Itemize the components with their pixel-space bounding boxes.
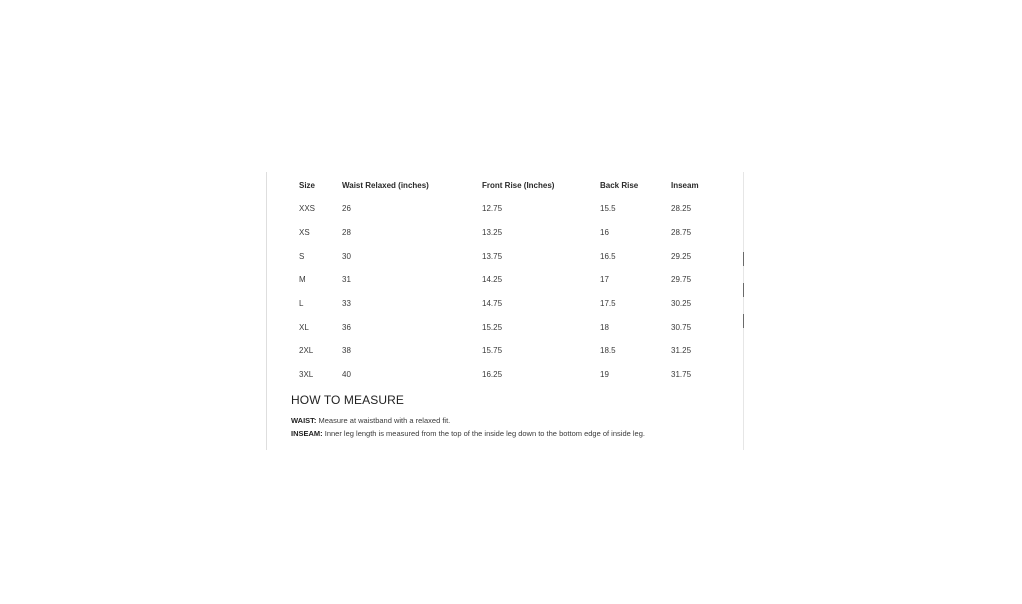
cell-front-rise: 15.25 (482, 322, 503, 332)
waist-instruction (291, 416, 450, 425)
cell-back-rise: 18 (600, 322, 609, 332)
inseam-instruction (291, 429, 645, 438)
cell-inseam: 29.75 (671, 275, 692, 285)
table-row (291, 292, 731, 316)
inseam-text: Inner leg length is measured from the top of the inside leg down to the bottom edge of inside leg. (322, 429, 645, 438)
how-to-measure-title: HOW TO MEASURE (291, 393, 404, 407)
scroll-indicator (743, 314, 744, 328)
cell-inseam: 28.75 (671, 228, 692, 238)
table-row (291, 244, 731, 268)
header-inseam: Inseam (671, 181, 699, 190)
table-row (291, 197, 731, 221)
cell-waist: 30 (342, 251, 351, 261)
cell-waist: 28 (342, 228, 351, 238)
cell-size: S (299, 251, 305, 261)
table-row (291, 315, 731, 339)
cell-back-rise: 16 (600, 228, 609, 238)
header-front-rise: Front Rise (Inches) (482, 181, 555, 190)
inseam-label: INSEAM: (291, 429, 323, 438)
cell-back-rise: 17 (600, 275, 609, 285)
cell-front-rise: 14.25 (482, 275, 503, 285)
table-header-row (291, 174, 731, 197)
cell-front-rise: 14.75 (482, 299, 503, 309)
cell-waist: 33 (342, 299, 351, 309)
size-chart-table (291, 174, 731, 387)
cell-back-rise: 19 (600, 370, 609, 380)
cell-size: XS (299, 228, 310, 238)
cell-waist: 40 (342, 370, 351, 380)
table-row (291, 268, 731, 292)
cell-waist: 36 (342, 322, 351, 332)
waist-label: WAIST: (291, 416, 317, 425)
cell-back-rise: 18.5 (600, 346, 616, 356)
cell-inseam: 31.25 (671, 346, 692, 356)
table-row (291, 363, 731, 387)
cell-size: 2XL (299, 346, 314, 356)
cell-front-rise: 13.25 (482, 228, 503, 238)
header-size: Size (299, 181, 316, 190)
cell-waist: 26 (342, 204, 351, 214)
header-back-rise: Back Rise (600, 181, 639, 190)
cell-waist: 31 (342, 275, 351, 285)
size-chart-panel (266, 172, 744, 450)
cell-size: XL (299, 322, 309, 332)
scroll-indicator (743, 252, 744, 266)
cell-front-rise: 13.75 (482, 251, 503, 261)
cell-size: XXS (299, 204, 316, 214)
cell-back-rise: 15.5 (600, 204, 616, 214)
table-row (291, 221, 731, 245)
cell-size: 3XL (299, 370, 314, 380)
cell-inseam: 29.25 (671, 251, 692, 261)
cell-back-rise: 17.5 (600, 299, 616, 309)
scroll-indicator (743, 283, 744, 297)
cell-back-rise: 16.5 (600, 251, 616, 261)
waist-text: Measure at waistband with a relaxed fit. (316, 416, 451, 425)
header-waist: Waist Relaxed (inches) (342, 181, 429, 190)
cell-front-rise: 16.25 (482, 370, 503, 380)
table-row (291, 339, 731, 363)
cell-waist: 38 (342, 346, 351, 356)
cell-inseam: 30.75 (671, 322, 692, 332)
cell-inseam: 28.25 (671, 204, 692, 214)
cell-front-rise: 12.75 (482, 204, 503, 214)
cell-size: L (299, 299, 304, 309)
cell-front-rise: 15.75 (482, 346, 503, 356)
cell-size: M (299, 275, 306, 285)
cell-inseam: 30.25 (671, 299, 692, 309)
cell-inseam: 31.75 (671, 370, 692, 380)
